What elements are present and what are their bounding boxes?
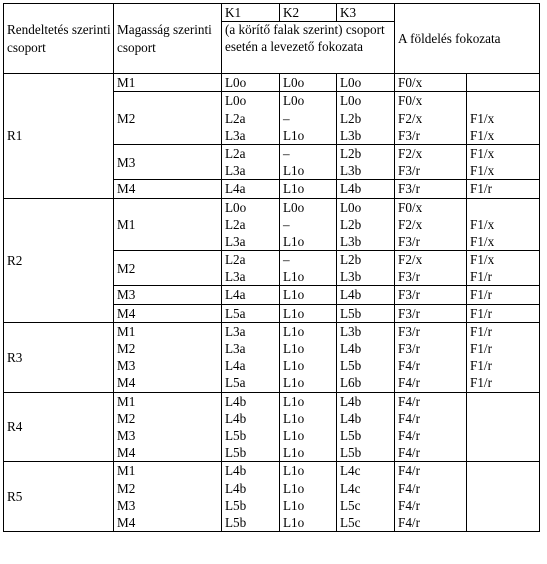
k1-cell-line: L4a (225, 181, 246, 197)
foldeles-a-cell-line: F4/r (398, 497, 420, 513)
k3-cell (337, 322, 395, 392)
k2-cell-line: L1o (283, 341, 305, 357)
k2-cell-line: L0o (283, 199, 305, 215)
k3-cell-line: L3b (340, 269, 362, 285)
header-rendeltetes: Rendeltetés szerinti csoport (4, 4, 114, 74)
table-row (4, 74, 540, 92)
protection-table (3, 3, 540, 532)
foldeles-a-cell-line: F2/x (398, 252, 423, 268)
k1-cell (222, 144, 280, 179)
foldeles-b-cell (467, 251, 540, 286)
k1-cell-line: L3a (225, 233, 246, 249)
table-row (4, 462, 540, 532)
k3-cell-line: L5b (340, 358, 362, 374)
k2-cell-line: L1o (283, 358, 305, 374)
k2-cell (280, 286, 337, 304)
k3-cell-line: L0o (340, 93, 362, 109)
k3-cell (337, 304, 395, 322)
k3-cell-line: L4b (340, 410, 362, 426)
k1-cell-line: L5b (225, 514, 247, 530)
k2-cell-line: L1o (283, 514, 305, 530)
k2-cell-line: – (283, 252, 290, 268)
k3-cell-line: L3b (340, 163, 362, 179)
height-group (114, 392, 222, 462)
k3-cell-line: L5c (340, 497, 361, 513)
k3-cell-line: L0o (340, 75, 362, 91)
k3-cell-line: L4b (340, 287, 362, 303)
k2-cell-line: L1o (283, 428, 305, 444)
height-group (114, 462, 222, 532)
foldeles-b-cell (467, 180, 540, 198)
foldeles-b-cell-line: F1/r (470, 269, 492, 285)
k2-cell-line: – (283, 110, 290, 126)
foldeles-a-cell-line: F4/r (398, 375, 420, 391)
foldeles-a-cell (395, 251, 467, 286)
foldeles-b-cell-line: F1/r (470, 358, 492, 374)
k1-cell-line: L2a (225, 110, 246, 126)
k3-cell (337, 180, 395, 198)
foldeles-a-cell-line: F4/r (398, 428, 420, 444)
foldeles-a-cell-line: F0/x (398, 93, 423, 109)
k2-cell (280, 304, 337, 322)
k3-cell-line: L4b (340, 181, 362, 197)
k1-cell-line: L3a (225, 323, 246, 339)
foldeles-a-cell-line: F3/r (398, 341, 420, 357)
k1-cell-line: L5b (225, 445, 247, 461)
k1-cell-line: L5a (225, 375, 246, 391)
k1-cell (222, 286, 280, 304)
k2-cell-line: L1o (283, 181, 305, 197)
foldeles-a-cell-line: F2/x (398, 145, 423, 161)
k2-cell-line: L1o (283, 233, 305, 249)
foldeles-a-cell (395, 74, 467, 92)
height-group: M3 (114, 144, 222, 179)
height-group-line: M3 (117, 497, 136, 513)
k1-cell-line: L5b (225, 428, 247, 444)
foldeles-b-cell (467, 462, 540, 532)
foldeles-a-cell-line: F3/r (398, 323, 420, 339)
foldeles-b-cell-line: F1/x (470, 252, 495, 268)
k1-cell (222, 198, 280, 251)
k3-cell-line: L5b (340, 428, 362, 444)
k2-cell-line: L1o (283, 323, 305, 339)
foldeles-b-cell (467, 144, 540, 179)
k2-cell (280, 198, 337, 251)
k2-cell-line: L1o (283, 163, 305, 179)
height-group-line: M2 (117, 480, 136, 496)
group-label: R1 (4, 74, 114, 198)
k3-cell-line: L6b (340, 375, 362, 391)
foldeles-b-cell-line: F1/r (470, 375, 492, 391)
foldeles-a-cell-line: F4/r (398, 410, 420, 426)
height-group-line: M3 (117, 428, 136, 444)
foldeles-a-cell-line: F4/r (398, 445, 420, 461)
table-wrapper (3, 3, 540, 532)
k1-cell (222, 462, 280, 532)
k3-cell-line: L2b (340, 110, 362, 126)
k3-cell-line: L5b (340, 445, 362, 461)
foldeles-b-cell-line: F1/r (470, 181, 492, 197)
k3-cell-line: L4b (340, 393, 362, 409)
foldeles-b-cell-line (470, 74, 539, 91)
k1-cell-line: L4b (225, 393, 247, 409)
height-group-line: M1 (117, 323, 136, 339)
k2-cell-line: L1o (283, 305, 305, 321)
height-group-line: M4 (117, 375, 136, 391)
header-foldeles: A földelés fokozata (395, 4, 540, 74)
k3-cell-line: L3b (340, 233, 362, 249)
foldeles-a-cell-line: F2/x (398, 110, 423, 126)
k1-cell-line: L2a (225, 216, 246, 232)
foldeles-a-cell-line: F4/r (398, 463, 420, 479)
foldeles-a-cell (395, 286, 467, 304)
k2-cell (280, 392, 337, 462)
foldeles-b-cell (467, 92, 540, 145)
k2-cell-line: L1o (283, 480, 305, 496)
k2-cell-line: L1o (283, 287, 305, 303)
k3-cell-line: L4c (340, 463, 361, 479)
k3-cell-line: L2b (340, 145, 362, 161)
foldeles-b-cell-line (470, 427, 539, 444)
foldeles-b-cell-line: F1/x (470, 216, 495, 232)
foldeles-b-cell (467, 304, 540, 322)
foldeles-a-cell-line: F3/r (398, 181, 420, 197)
foldeles-a-cell-line: F4/r (398, 358, 420, 374)
foldeles-a-cell-line: F0/x (398, 199, 423, 215)
foldeles-b-cell-line (470, 462, 539, 479)
group-label: R5 (4, 462, 114, 532)
k1-cell-line: L3a (225, 341, 246, 357)
k1-cell (222, 251, 280, 286)
k1-cell (222, 92, 280, 145)
foldeles-a-cell-line: F3/r (398, 269, 420, 285)
foldeles-b-cell (467, 392, 540, 462)
k2-cell-line: L1o (283, 463, 305, 479)
foldeles-a-cell (395, 304, 467, 322)
k1-cell-line: L2a (225, 145, 246, 161)
k3-cell-line: L3b (340, 127, 362, 143)
k3-cell (337, 74, 395, 92)
group-label: R4 (4, 392, 114, 462)
group-label: R2 (4, 198, 114, 322)
height-group: M4 (114, 180, 222, 198)
k1-cell-line: L3a (225, 269, 246, 285)
k2-cell-line: L0o (283, 75, 305, 91)
height-group: M3 (114, 286, 222, 304)
k1-cell-line: L3a (225, 163, 246, 179)
foldeles-b-cell-line: F1/x (470, 145, 495, 161)
foldeles-b-cell (467, 322, 540, 392)
foldeles-a-cell-line: F3/r (398, 163, 420, 179)
k1-cell-line: L0o (225, 199, 247, 215)
foldeles-b-cell-line (470, 92, 539, 109)
height-group-line: M3 (117, 358, 136, 374)
foldeles-a-cell-line: F3/r (398, 305, 420, 321)
foldeles-b-cell-line (470, 199, 539, 216)
foldeles-a-cell (395, 198, 467, 251)
k2-cell (280, 180, 337, 198)
k1-cell-line: L4a (225, 358, 246, 374)
foldeles-a-cell (395, 180, 467, 198)
k2-cell-line: L1o (283, 269, 305, 285)
height-group (114, 322, 222, 392)
k3-cell-line: L4c (340, 480, 361, 496)
k2-cell (280, 251, 337, 286)
k2-cell (280, 462, 337, 532)
header-magassag: Magasság szerinti csoport (114, 4, 222, 74)
k3-cell (337, 251, 395, 286)
height-group-line: M2 (117, 341, 136, 357)
k2-cell (280, 74, 337, 92)
height-group-line: M4 (117, 514, 136, 530)
foldeles-b-cell (467, 74, 540, 92)
k1-cell (222, 180, 280, 198)
k3-cell-line: L5c (340, 514, 361, 530)
k1-cell (222, 304, 280, 322)
header-k2: K2 (280, 4, 337, 22)
foldeles-b-cell-line (470, 514, 539, 531)
k2-cell-line: L1o (283, 445, 305, 461)
height-group-line: M1 (117, 463, 136, 479)
k1-cell-line: L5b (225, 497, 247, 513)
foldeles-a-cell (395, 92, 467, 145)
k1-cell-line: L4b (225, 463, 247, 479)
foldeles-a-cell (395, 462, 467, 532)
foldeles-a-cell-line: F3/r (398, 127, 420, 143)
k3-cell (337, 144, 395, 179)
foldeles-a-cell-line: F4/r (398, 480, 420, 496)
height-group-line: M1 (117, 393, 136, 409)
header-kortofalak: (a körítő falak szerint) csoport esetén a levezető fokozata (222, 22, 395, 74)
foldeles-b-cell (467, 198, 540, 251)
foldeles-a-cell-line: F3/r (398, 287, 420, 303)
foldeles-b-cell-line (470, 410, 539, 427)
foldeles-b-cell-line: F1/r (470, 341, 492, 357)
table-row (4, 392, 540, 462)
foldeles-a-cell (395, 144, 467, 179)
foldeles-b-cell-line (470, 444, 539, 461)
k3-cell (337, 198, 395, 251)
k1-cell (222, 74, 280, 92)
foldeles-a-cell-line: F0/x (398, 75, 423, 91)
table-row (4, 322, 540, 392)
foldeles-b-cell-line (470, 497, 539, 514)
k2-cell-line: – (283, 145, 290, 161)
foldeles-b-cell-line: F1/x (470, 127, 495, 143)
foldeles-b-cell-line (470, 480, 539, 497)
foldeles-a-cell (395, 322, 467, 392)
k3-cell (337, 462, 395, 532)
height-group: M2 (114, 251, 222, 286)
k1-cell-line: L0o (225, 75, 247, 91)
foldeles-b-cell-line: F1/x (470, 233, 495, 249)
k2-cell-line: L1o (283, 393, 305, 409)
k3-cell-line: L4b (340, 341, 362, 357)
foldeles-a-cell (395, 392, 467, 462)
k3-cell-line: L2b (340, 252, 362, 268)
k2-cell (280, 322, 337, 392)
foldeles-b-cell-line: F1/r (470, 305, 492, 321)
height-group-line: M2 (117, 410, 136, 426)
header-k3: K3 (337, 4, 395, 22)
height-group: M1 (114, 74, 222, 92)
k3-cell-line: L2b (340, 216, 362, 232)
k2-cell-line: L1o (283, 375, 305, 391)
k2-cell-line: L1o (283, 497, 305, 513)
foldeles-b-cell-line: F1/x (470, 163, 495, 179)
k1-cell-line: L3a (225, 127, 246, 143)
k1-cell (222, 392, 280, 462)
height-group: M2 (114, 92, 222, 145)
k3-cell-line: L3b (340, 323, 362, 339)
k1-cell-line: L5a (225, 305, 246, 321)
k1-cell (222, 322, 280, 392)
height-group: M4 (114, 304, 222, 322)
foldeles-b-cell (467, 286, 540, 304)
foldeles-a-cell-line: F2/x (398, 216, 423, 232)
k3-cell-line: L5b (340, 305, 362, 321)
foldeles-a-cell-line: F4/r (398, 393, 420, 409)
foldeles-a-cell-line: F3/r (398, 233, 420, 249)
height-group: M1 (114, 198, 222, 251)
k1-cell-line: L2a (225, 252, 246, 268)
foldeles-b-cell-line: F1/x (470, 110, 495, 126)
foldeles-b-cell-line (470, 393, 539, 410)
k2-cell-line: – (283, 216, 290, 232)
height-group-line: M4 (117, 445, 136, 461)
k1-cell-line: L4b (225, 480, 247, 496)
foldeles-b-cell-line: F1/r (470, 323, 492, 339)
k3-cell (337, 92, 395, 145)
k2-cell (280, 144, 337, 179)
group-label: R3 (4, 322, 114, 392)
header-k1: K1 (222, 4, 280, 22)
k1-cell-line: L4b (225, 410, 247, 426)
k3-cell (337, 286, 395, 304)
k1-cell-line: L4a (225, 287, 246, 303)
k1-cell-line: L0o (225, 93, 247, 109)
k2-cell-line: L1o (283, 127, 305, 143)
k2-cell-line: L1o (283, 410, 305, 426)
foldeles-b-cell-line: F1/r (470, 287, 492, 303)
k3-cell-line: L0o (340, 199, 362, 215)
foldeles-a-cell-line: F4/r (398, 514, 420, 530)
k2-cell-line: L0o (283, 93, 305, 109)
k3-cell (337, 392, 395, 462)
k2-cell (280, 92, 337, 145)
table-row (4, 198, 540, 251)
